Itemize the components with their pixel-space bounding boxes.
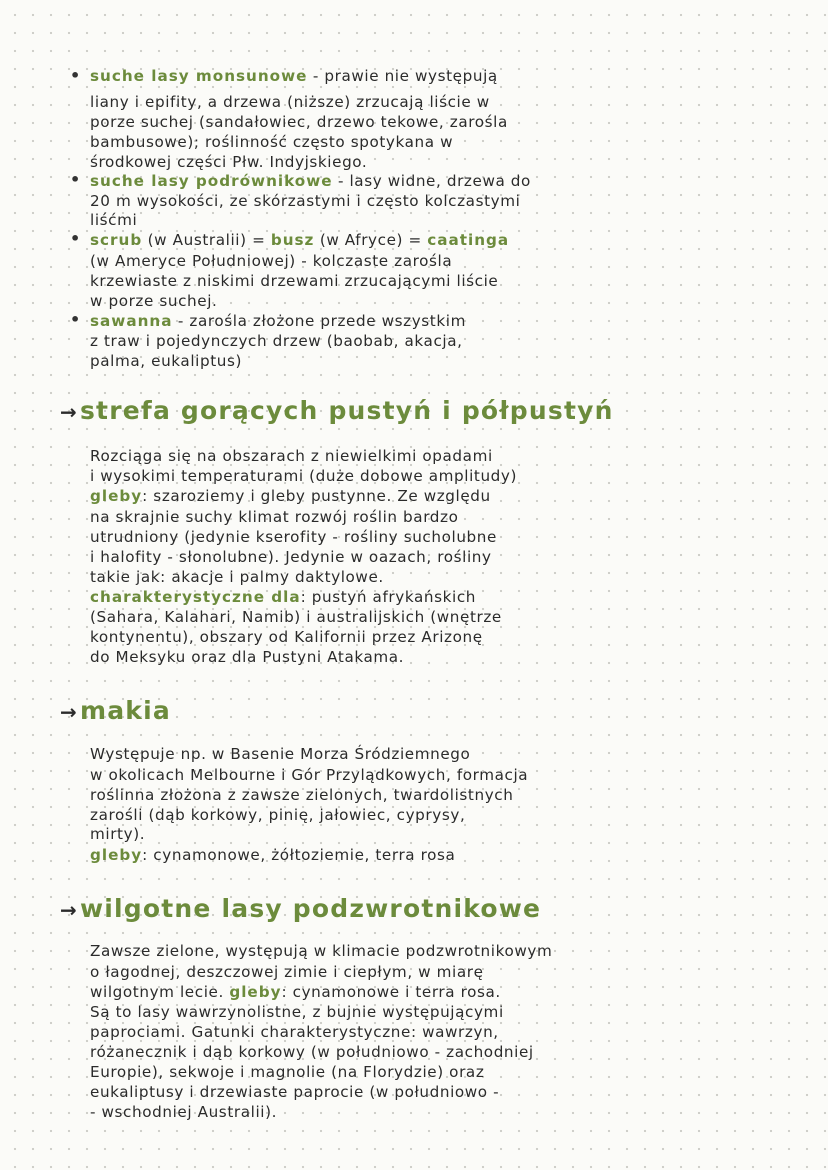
term-scrub: scrub — [90, 231, 143, 249]
text-line: Są to lasy wawrzynolistne, z bujnie występującymi — [90, 1003, 504, 1021]
text-line: paprociami. Gatunki charakterystyczne: wawrzyn, — [90, 1023, 499, 1041]
section-heading: →strefa gorących pustyń i półpustyń — [60, 396, 614, 425]
text-line: porze suchej (sandałowiec, drzewo tekowe, zarośla — [90, 113, 508, 131]
text-line: suche lasy monsunowe - prawie nie występują — [90, 67, 498, 85]
text-line: takie jak: akacje i palmy daktylowe. — [90, 568, 384, 586]
text-line: kontynentu), obszary od Kalifornii przez Arizonę — [90, 628, 483, 646]
text-line: z traw i pojedynczych drzew (baobab, akacja, — [90, 332, 463, 350]
text-line: w porze suchej. — [90, 292, 218, 310]
text-line: różanecznik i dąb korkowy (w południowo - zachodniej — [90, 1043, 534, 1061]
text-line: i halofity - słonolubne). Jedynie w oazach, rośliny — [90, 548, 492, 566]
term-monsoon-forests: suche lasy monsunowe — [90, 67, 308, 85]
label-soils: gleby — [90, 487, 143, 505]
text-line: charakterystyczne dla: pustyń afrykańskich — [90, 588, 476, 606]
text-line: gleby: szaroziemy i gleby pustynne. Ze względu — [90, 487, 491, 505]
text-line: mirty). — [90, 825, 146, 843]
text-line: 20 m wysokości, ze skórzastymi i często kolczastymi — [90, 192, 521, 210]
text-line: i wysokimi temperaturami (duże dobowe amplitudy) — [90, 467, 518, 485]
text-line: wilgotnym lecie. gleby: cynamonowe i terra rosa. — [90, 983, 501, 1001]
text-line: o łagodnej, deszczowej zimie i ciepłym, w miarę — [90, 963, 484, 981]
bullet-dot: • — [70, 229, 81, 248]
term-busz: busz — [270, 231, 315, 249]
text-line: środkowej części Płw. Indyjskiego. — [90, 153, 368, 171]
text-line: (Sahara, Kalahari, Namib) i australijskich (wnętrze — [90, 608, 502, 626]
text-line: w okolicach Melbourne i Gór Przylądkowych, formacja — [90, 766, 529, 784]
bullet-dot: • — [70, 310, 81, 329]
text-line: palma, eukaliptus) — [90, 352, 243, 370]
term-subequatorial-forests: suche lasy podrównikowe — [90, 172, 333, 190]
text-line: suche lasy podrównikowe - lasy widne, drzewa do — [90, 172, 531, 190]
label-soils: gleby — [90, 846, 143, 864]
text-line: krzewiaste z niskimi drzewami zrzucającymi liście — [90, 272, 499, 290]
text-line: - wschodniej Australii). — [90, 1103, 278, 1121]
term-caatinga: caatinga — [427, 231, 510, 249]
text-line: gleby: cynamonowe, żółtoziemie, terra rosa — [90, 846, 456, 864]
arrow-right-icon: → — [60, 700, 78, 724]
text-line: utrudniony (jedynie kserofity - rośliny sucholubne — [90, 528, 497, 546]
label-soils: gleby — [229, 983, 282, 1001]
text-line: roślinna złożona z zawsze zielonych, twardolistnych — [90, 786, 514, 804]
text-line: Rozciąga się na obszarach z niewielkimi opadami — [90, 447, 493, 465]
text-line: (w Ameryce Południowej) - kolczaste zarośla — [90, 252, 453, 270]
text-line: zarośli (dąb korkowy, pinię, jałowiec, cyprysy, — [90, 806, 466, 824]
text-line: eukaliptusy i drzewiaste paprocie (w południowo - — [90, 1083, 500, 1101]
text-line: Występuje np. w Basenie Morza Śródziemnego — [90, 745, 471, 763]
text-line: na skrajnie suchy klimat rozwój roślin bardzo — [90, 508, 459, 526]
text-line: do Meksyku oraz dla Pustyni Atakama. — [90, 648, 405, 666]
section-heading: →wilgotne lasy podzwrotnikowe — [60, 894, 542, 923]
label-characteristic: charakterystyczne dla — [90, 588, 301, 606]
term-savanna: sawanna — [90, 312, 173, 330]
text-line: bambusowe); roślinność często spotykana w — [90, 133, 454, 151]
arrow-right-icon: → — [60, 400, 78, 424]
text-line: scrub (w Australii) = busz (w Afryce) = caatinga — [90, 231, 510, 249]
text-line: Europie), sekwoje i magnolie (na Florydzie) oraz — [90, 1063, 485, 1081]
section-heading: →makia — [60, 696, 171, 725]
text-line: Zawsze zielone, występują w klimacie podzwrotnikowym — [90, 942, 553, 960]
text-line: liany i epifity, a drzewa (niższe) zrzucają liście w — [90, 93, 490, 111]
bullet-dot: • — [70, 66, 81, 85]
text-line: liśćmi — [90, 211, 138, 229]
text-line: sawanna - zarośla złożone przede wszystkim — [90, 312, 466, 330]
arrow-right-icon: → — [60, 898, 78, 922]
bullet-dot: • — [70, 170, 81, 189]
